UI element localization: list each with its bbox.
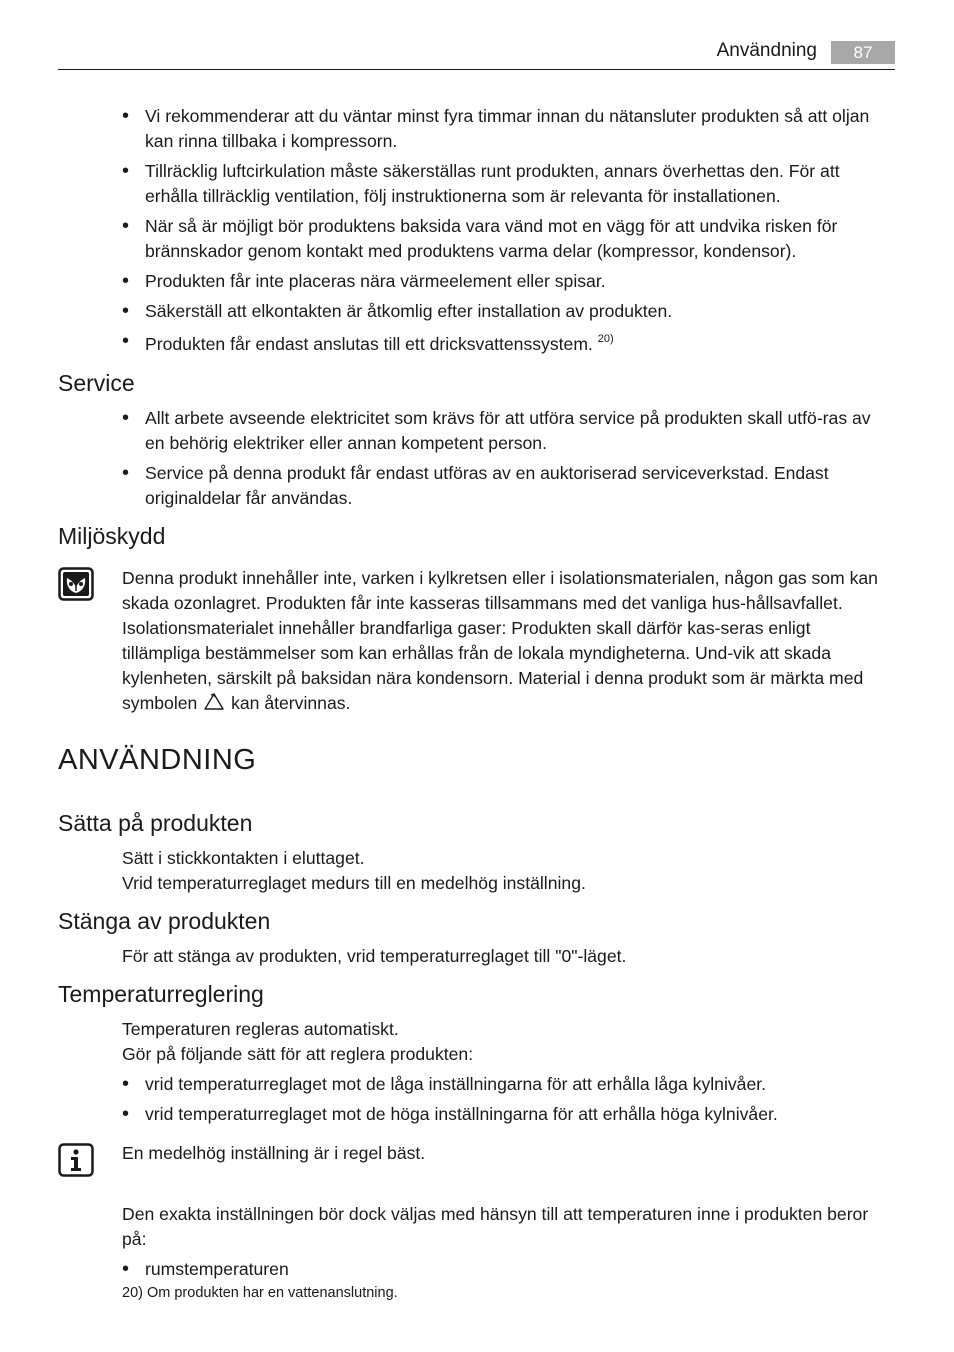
miljoskydd-text: Denna produkt innehåller inte, varken i kylkretsen eller i isolationsmaterialen, någon gas som kan skada ozonlagret. Produkten får inte kasseras tillsammans med det vanliga hus-hållsavfallet. Isolationsmaterialet innehåller brandfarliga gaser: Produkten skall därför kas-seras enligt tillämpliga bestämmelser som kan erhållas från de lokala myndigheterna. Und-vik att skada kylenheten, särskilt på baksidan nära kondensorn. Material i denna produkt som är märkta med symbolen kan återvinnas.	[122, 568, 878, 713]
running-header-title: Användning	[716, 40, 817, 61]
satta-pa-text: Sätt i stickkontakten i eluttaget. Vrid temperaturreglaget medurs till en medelhög inställning.	[122, 848, 586, 893]
list-item: • När så är möjligt bör produktens baksida vara vänd mot en vägg för att undvika risken för brännskador genom kontakt med produktens varma delar (kompressor, kondensor).	[122, 214, 892, 264]
list-item: • Produkten får inte placeras nära värmeelement eller spisar.	[122, 269, 892, 294]
miljoskydd-heading: Miljöskydd	[58, 523, 166, 549]
list-item: • vrid temperaturreglaget mot de höga inställningarna för att erhålla höga kylnivåer.	[122, 1102, 892, 1127]
service-bullet-list	[122, 406, 892, 516]
info-text: En medelhög inställning är i regel bäst.	[122, 1143, 426, 1163]
list-item: • rumstemperaturen	[122, 1257, 892, 1282]
section-heading-anvandning: ANVÄNDNING	[58, 744, 257, 776]
list-item: • Produkten får endast anslutas till ett dricksvattenssystem. $^{20)}$	[122, 329, 892, 357]
satta-pa-heading: Sätta på produkten	[58, 810, 253, 836]
stanga-av-text: För att stänga av produkten, vrid temperaturreglaget till "0"-läget.	[122, 946, 627, 966]
header-divider	[58, 69, 895, 70]
list-item: • Allt arbete avseende elektricitet som krävs för att utföra service på produkten skall utfö-ras av en behörig elektriker eller annan kompetent person.	[122, 406, 892, 456]
list-item: • Vi rekommenderar att du väntar minst fyra timmar innan du nätansluter produkten så att oljan kan rinna tillbaka i kompressorn.	[122, 104, 892, 154]
installation-bullet-list	[122, 104, 892, 362]
environment-icon	[58, 567, 94, 601]
temperaturreglering-text: Temperaturen regleras automatiskt. Gör på följande sätt för att reglera produkten:	[122, 1019, 474, 1064]
list-item: • Service på denna produkt får endast utföras av en auktoriserad serviceverkstad. Endast originaldelar får användas.	[122, 461, 892, 511]
list-item: • Tillräcklig luftcirkulation måste säkerställas runt produkten, annars överhettas den. För att erhålla tillräcklig ventilation, följ instruktionerna som är relevanta för installationen.	[122, 159, 892, 209]
factors-bullet-list	[122, 1257, 892, 1287]
service-heading: Service	[58, 370, 135, 396]
temperaturreglering-heading: Temperaturreglering	[58, 981, 264, 1007]
exact-setting-text: Den exakta inställningen bör dock väljas med hänsyn till att temperaturen inne i produkten beror på:	[122, 1204, 869, 1249]
page-number: 87	[831, 41, 895, 64]
footnote-ref[interactable]: 20)	[597, 333, 614, 345]
list-item: • Säkerställ att elkontakten är åtkomlig efter installation av produkten.	[122, 299, 892, 324]
info-icon	[58, 1143, 94, 1177]
temperature-bullet-list	[122, 1072, 892, 1132]
stanga-av-heading: Stänga av produkten	[58, 908, 271, 934]
list-item: • vrid temperaturreglaget mot de låga inställningarna för att erhålla låga kylnivåer.	[122, 1072, 892, 1097]
footnote: 20) Om produkten har en vattenanslutning.	[122, 1285, 398, 1301]
recycle-icon	[202, 692, 226, 712]
